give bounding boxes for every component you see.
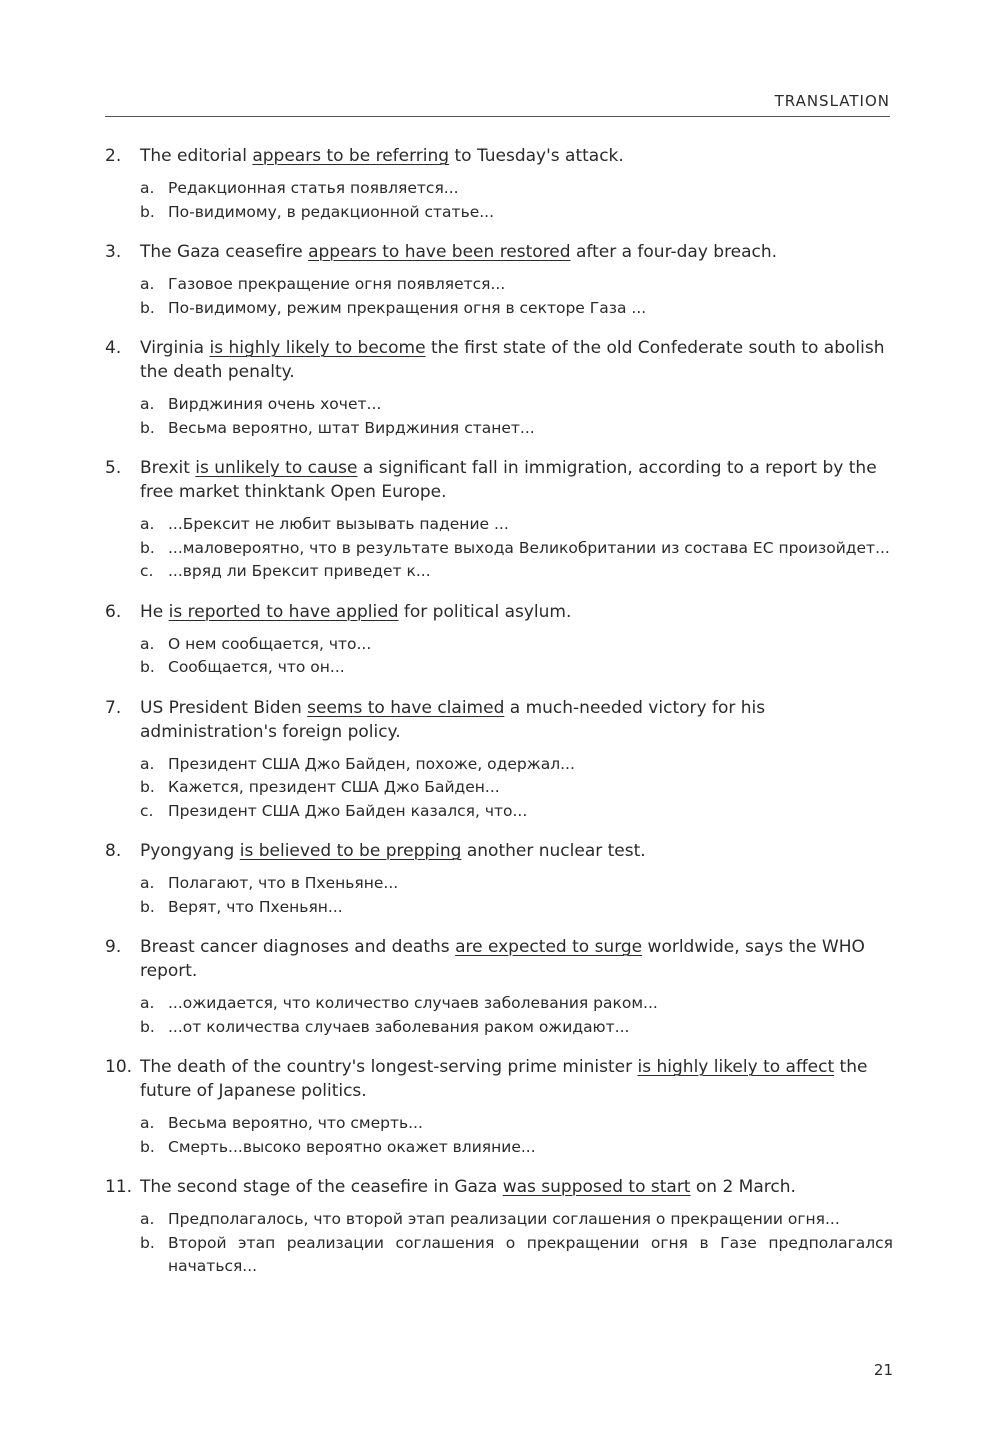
- option-text: Предполагалось, что второй этап реализации соглашения о прекращении огня...: [168, 1210, 840, 1228]
- translation-options: [105, 513, 893, 584]
- underlined-phrase: are expected to surge: [455, 937, 643, 957]
- translation-option: [140, 201, 893, 225]
- translation-options: [105, 393, 893, 440]
- exercise-item: [105, 839, 893, 919]
- translation-option: [140, 1232, 893, 1279]
- exercise-item: [105, 600, 893, 680]
- sentence-text: the first state of the old Confederate south to abolish the death penalty.: [140, 338, 885, 382]
- option-label: a.: [140, 1114, 155, 1132]
- option-text: Президент США Джо Байден казался, что...: [168, 801, 528, 820]
- translation-option: [140, 800, 893, 824]
- sentence-text: to Tuesday's attack.: [449, 146, 624, 166]
- item-number: 11.: [105, 1177, 133, 1197]
- underlined-phrase: is highly likely to affect: [637, 1057, 835, 1077]
- underlined-phrase: is reported to have applied: [168, 601, 399, 622]
- translation-option: [140, 872, 893, 896]
- translation-option: [140, 417, 893, 441]
- option-text: ...Брексит не любит вызывать падение ...: [168, 515, 509, 533]
- translation-option: [140, 513, 893, 537]
- translation-options: [105, 1208, 893, 1279]
- option-text: Весьма вероятно, штат Вирджиния станет...: [168, 418, 535, 437]
- option-label: b.: [140, 658, 155, 676]
- option-label: b.: [140, 897, 155, 916]
- option-label: c.: [140, 801, 154, 820]
- translation-option: [140, 776, 893, 800]
- sentence-text: after a four-day breach.: [570, 242, 778, 262]
- option-label: a.: [140, 179, 155, 197]
- translation-options: [105, 633, 893, 680]
- option-label: b.: [140, 1017, 155, 1036]
- exercise-sentence: [105, 1175, 893, 1199]
- item-number: 6.: [105, 601, 122, 622]
- option-label: b.: [140, 418, 155, 437]
- option-label: a.: [140, 395, 155, 413]
- underlined-phrase: was supposed to start: [502, 1177, 691, 1197]
- translation-options: [105, 992, 893, 1039]
- exercise-sentence: [105, 839, 893, 863]
- translation-options: [105, 872, 893, 919]
- option-text: Верят, что Пхеньян...: [168, 897, 343, 916]
- option-label: a.: [140, 275, 155, 293]
- sentence-text: on 2 March.: [690, 1177, 796, 1197]
- option-text: ...от количества случаев заболевания раком ожидают...: [168, 1017, 630, 1036]
- translation-option: [140, 537, 893, 561]
- exercise-sentence: [105, 336, 893, 384]
- sentence-text: for political asylum.: [398, 601, 572, 622]
- exercise-item: [105, 144, 893, 224]
- translation-option: [140, 1112, 893, 1136]
- translation-option: [140, 273, 893, 297]
- sentence-text: Pyongyang: [140, 841, 240, 861]
- exercise-sentence: [105, 696, 893, 744]
- sentence-text: Breast cancer diagnoses and deaths: [140, 937, 456, 957]
- translation-options: [105, 177, 893, 224]
- sentence-text: a much-needed victory for his administration's foreign policy.: [140, 697, 766, 742]
- translation-options: [105, 1112, 893, 1159]
- page-number: 21: [873, 1361, 893, 1379]
- translation-option: [140, 753, 893, 777]
- underlined-phrase: seems to have claimed: [307, 697, 505, 718]
- translation-options: [105, 273, 893, 320]
- exercise-item: [105, 336, 893, 440]
- exercise-sentence: [105, 144, 893, 168]
- sentence-text: He: [140, 601, 169, 622]
- option-text: Полагают, что в Пхеньяне...: [168, 874, 399, 892]
- translation-option: [140, 393, 893, 417]
- option-text: ...вряд ли Брексит приведет к...: [168, 562, 431, 580]
- sentence-text: another nuclear test.: [461, 841, 646, 861]
- option-text: Вирджиния очень хочет...: [168, 395, 382, 413]
- sentence-text: worldwide, says the WHO report.: [140, 937, 865, 981]
- translation-option: [140, 177, 893, 201]
- item-number: 5.: [105, 458, 122, 478]
- item-number: 9.: [105, 937, 122, 957]
- option-text: Газовое прекращение огня появляется...: [168, 275, 506, 293]
- sentence-text: a significant fall in immigration, according to a report by the free market thinktank Open Europe.: [140, 458, 877, 502]
- item-number: 7.: [105, 697, 122, 718]
- option-text: По-видимому, режим прекращения огня в секторе Газа ...: [168, 298, 647, 317]
- underlined-phrase: is believed to be prepping: [239, 841, 462, 861]
- underlined-phrase: appears to be referring: [252, 146, 450, 166]
- running-header: [105, 90, 890, 117]
- option-label: b.: [140, 538, 155, 557]
- translation-option: [140, 297, 893, 321]
- exercise-sentence: [105, 240, 893, 264]
- option-text: Смерть...высоко вероятно окажет влияние...: [168, 1137, 536, 1156]
- translation-option: [140, 1016, 893, 1040]
- translation-option: [140, 656, 893, 680]
- option-label: b.: [140, 1233, 155, 1252]
- option-label: a.: [140, 1210, 155, 1228]
- option-label: a.: [140, 994, 155, 1012]
- option-label: b.: [140, 298, 155, 317]
- option-text: По-видимому, в редакционной статье...: [168, 202, 495, 221]
- sentence-text: Virginia: [140, 338, 210, 358]
- sentence-text: Brexit: [140, 458, 196, 478]
- option-text: Второй этап реализации соглашения о прекращении огня в Газе предполагался начаться...: [168, 1233, 893, 1275]
- item-number: 8.: [105, 841, 122, 861]
- option-text: Редакционная статья появляется...: [168, 179, 459, 197]
- translation-option: [140, 633, 893, 657]
- option-text: ...маловероятно, что в результате выхода Великобритании из состава ЕС произойдет...: [168, 538, 890, 557]
- underlined-phrase: appears to have been restored: [308, 242, 571, 262]
- option-label: a.: [140, 754, 155, 773]
- item-number: 10.: [105, 1057, 133, 1077]
- option-text: Президент США Джо Байден, похоже, одержал...: [168, 754, 575, 773]
- exercise-item: [105, 456, 893, 584]
- translation-option: [140, 1136, 893, 1160]
- exercise-item: [105, 935, 893, 1039]
- option-label: b.: [140, 1137, 155, 1156]
- exercise-item: [105, 240, 893, 320]
- underlined-phrase: is highly likely to become: [209, 338, 426, 358]
- sentence-text: the future of Japanese politics.: [140, 1057, 868, 1101]
- option-label: a.: [140, 874, 155, 892]
- option-text: Весьма вероятно, что смерть...: [168, 1114, 423, 1132]
- exercise-sentence: [105, 600, 893, 624]
- sentence-text: The death of the country's longest-serving prime minister: [140, 1057, 638, 1077]
- option-label: b.: [140, 778, 155, 796]
- item-number: 4.: [105, 338, 122, 358]
- option-text: ...ожидается, что количество случаев заболевания раком...: [168, 994, 658, 1012]
- option-label: a.: [140, 515, 155, 533]
- sentence-text: The Gaza ceasefire: [140, 242, 309, 262]
- exercise-sentence: [105, 935, 893, 983]
- translation-option: [140, 992, 893, 1016]
- exercise-list: [105, 144, 893, 1295]
- item-number: 3.: [105, 242, 122, 262]
- exercise-sentence: [105, 1055, 893, 1103]
- translation-option: [140, 896, 893, 920]
- header-title: TRANSLATION: [774, 92, 890, 110]
- underlined-phrase: is unlikely to cause: [195, 458, 358, 478]
- exercise-item: [105, 1175, 893, 1279]
- translation-option: [140, 560, 893, 584]
- sentence-text: The second stage of the ceasefire in Gaza: [140, 1177, 503, 1197]
- option-label: a.: [140, 634, 155, 653]
- option-text: Сообщается, что он...: [168, 658, 345, 676]
- option-text: О нем сообщается, что...: [168, 634, 372, 653]
- translation-option: [140, 1208, 893, 1232]
- sentence-text: US President Biden: [140, 697, 308, 718]
- option-text: Кажется, президент США Джо Байден...: [168, 778, 500, 796]
- translation-options: [105, 753, 893, 824]
- item-number: 2.: [105, 146, 122, 166]
- option-label: c.: [140, 562, 154, 580]
- exercise-sentence: [105, 456, 893, 504]
- exercise-item: [105, 1055, 893, 1159]
- exercise-item: [105, 696, 893, 824]
- option-label: b.: [140, 202, 155, 221]
- sentence-text: The editorial: [140, 146, 253, 166]
